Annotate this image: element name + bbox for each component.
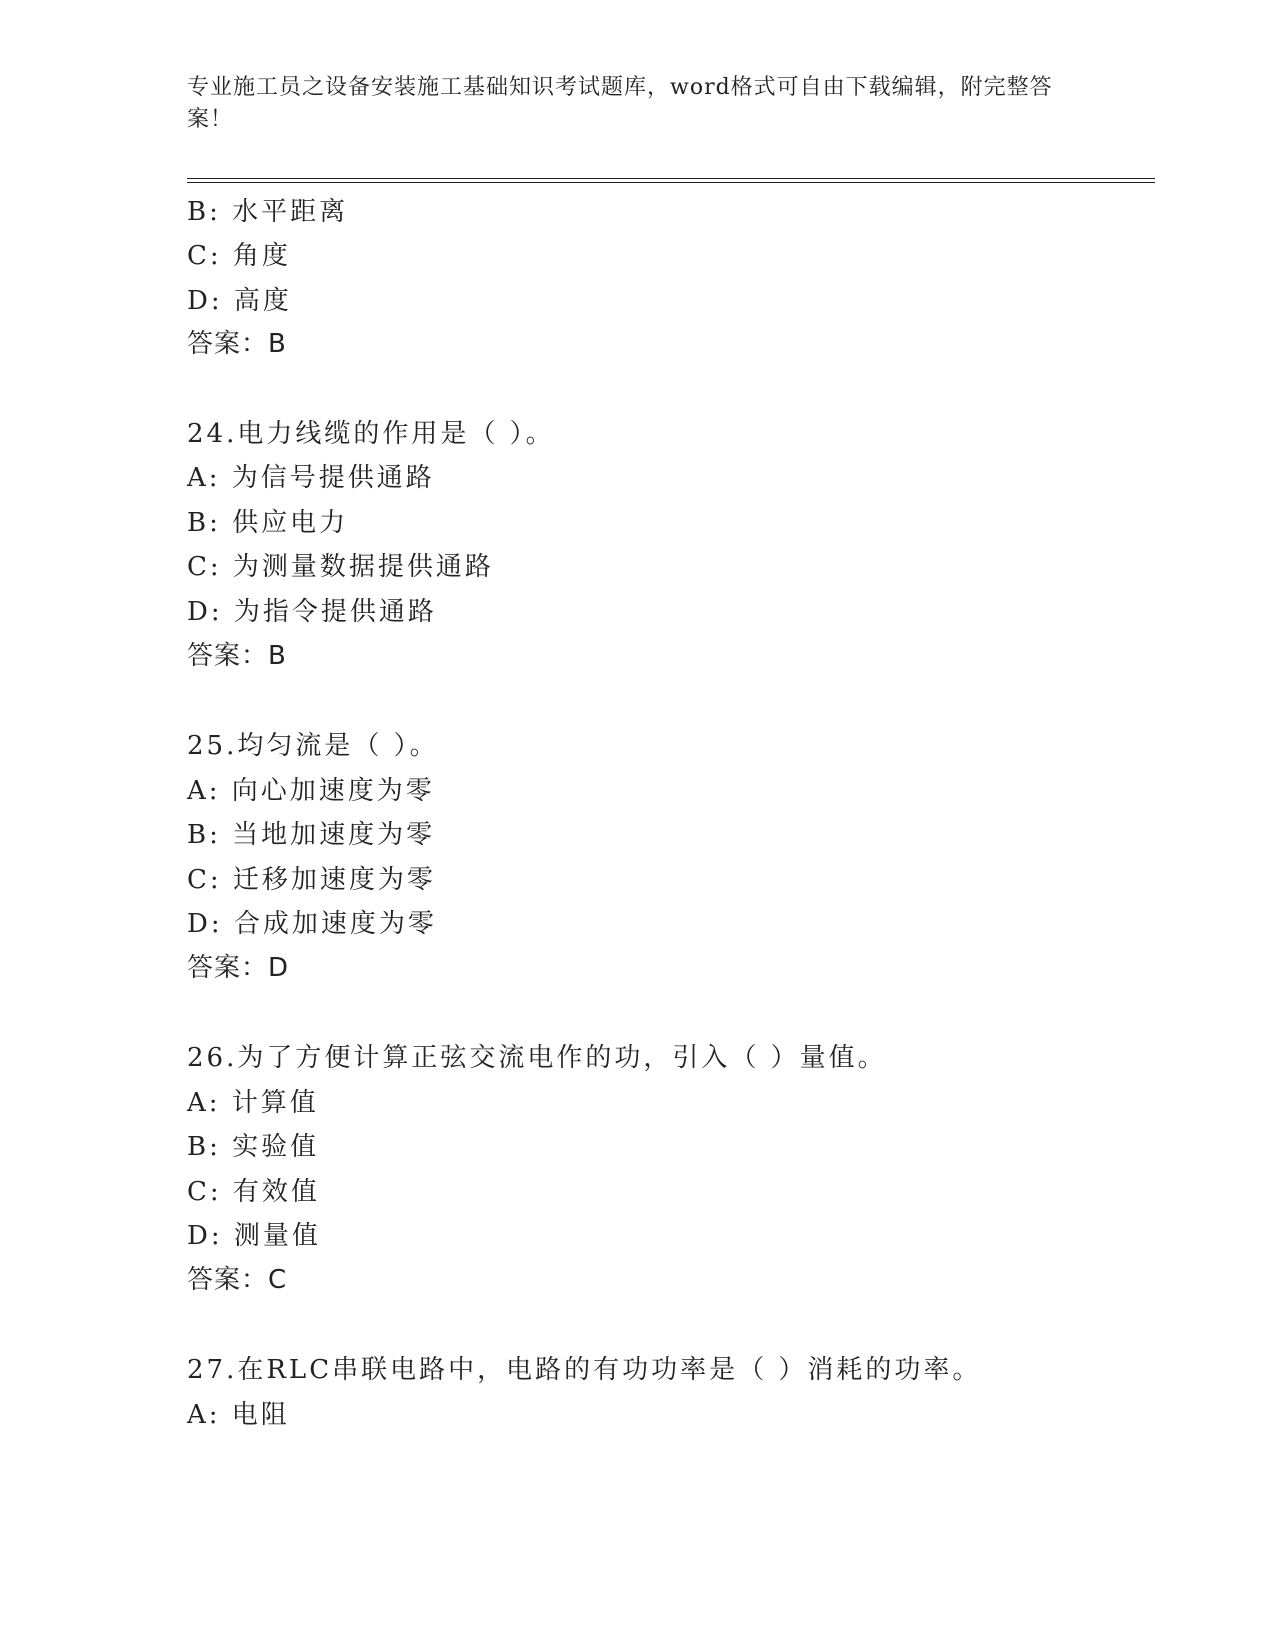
option-line: C: 有效值 [187, 1177, 320, 1207]
question-line: 27.在RLC串联电路中，电路的有功功率是（ ）消耗的功率。 [187, 1355, 982, 1385]
option-line: C: 角度 [187, 241, 291, 271]
question-line: 24.电力线缆的作用是（ ）。 [187, 419, 555, 449]
option-line: D: 高度 [187, 286, 292, 316]
answer-line: 答案：C [187, 1265, 288, 1295]
option-line: B: 实验值 [187, 1132, 320, 1162]
option-line: D: 合成加速度为零 [187, 909, 437, 939]
option-line: B: 供应电力 [187, 508, 349, 538]
option-line: C: 迁移加速度为零 [187, 865, 436, 895]
question-line: 25.均匀流是（ ）。 [187, 731, 439, 761]
option-line: D: 为指令提供通路 [187, 597, 437, 627]
option-line: A: 计算值 [187, 1088, 319, 1118]
document-header: 专业施工员之设备安装施工基础知识考试题库，word格式可自由下载编辑，附完整答案！ [187, 75, 1053, 132]
option-line: D: 测量值 [187, 1221, 321, 1251]
header-divider-top [187, 178, 1155, 179]
answer-line: 答案：B [187, 329, 287, 359]
question-line: 26.为了方便计算正弦交流电作的功，引入（ ）量值。 [187, 1043, 887, 1073]
option-line: A: 为信号提供通路 [187, 463, 435, 493]
option-line: B: 当地加速度为零 [187, 820, 436, 850]
option-line: A: 电阻 [187, 1400, 290, 1430]
answer-line: 答案：D [187, 953, 290, 983]
option-line: C: 为测量数据提供通路 [187, 552, 494, 582]
option-line: B: 水平距离 [187, 197, 349, 227]
option-line: A: 向心加速度为零 [187, 776, 435, 806]
header-divider-bottom [187, 182, 1155, 183]
answer-line: 答案：B [187, 641, 287, 671]
